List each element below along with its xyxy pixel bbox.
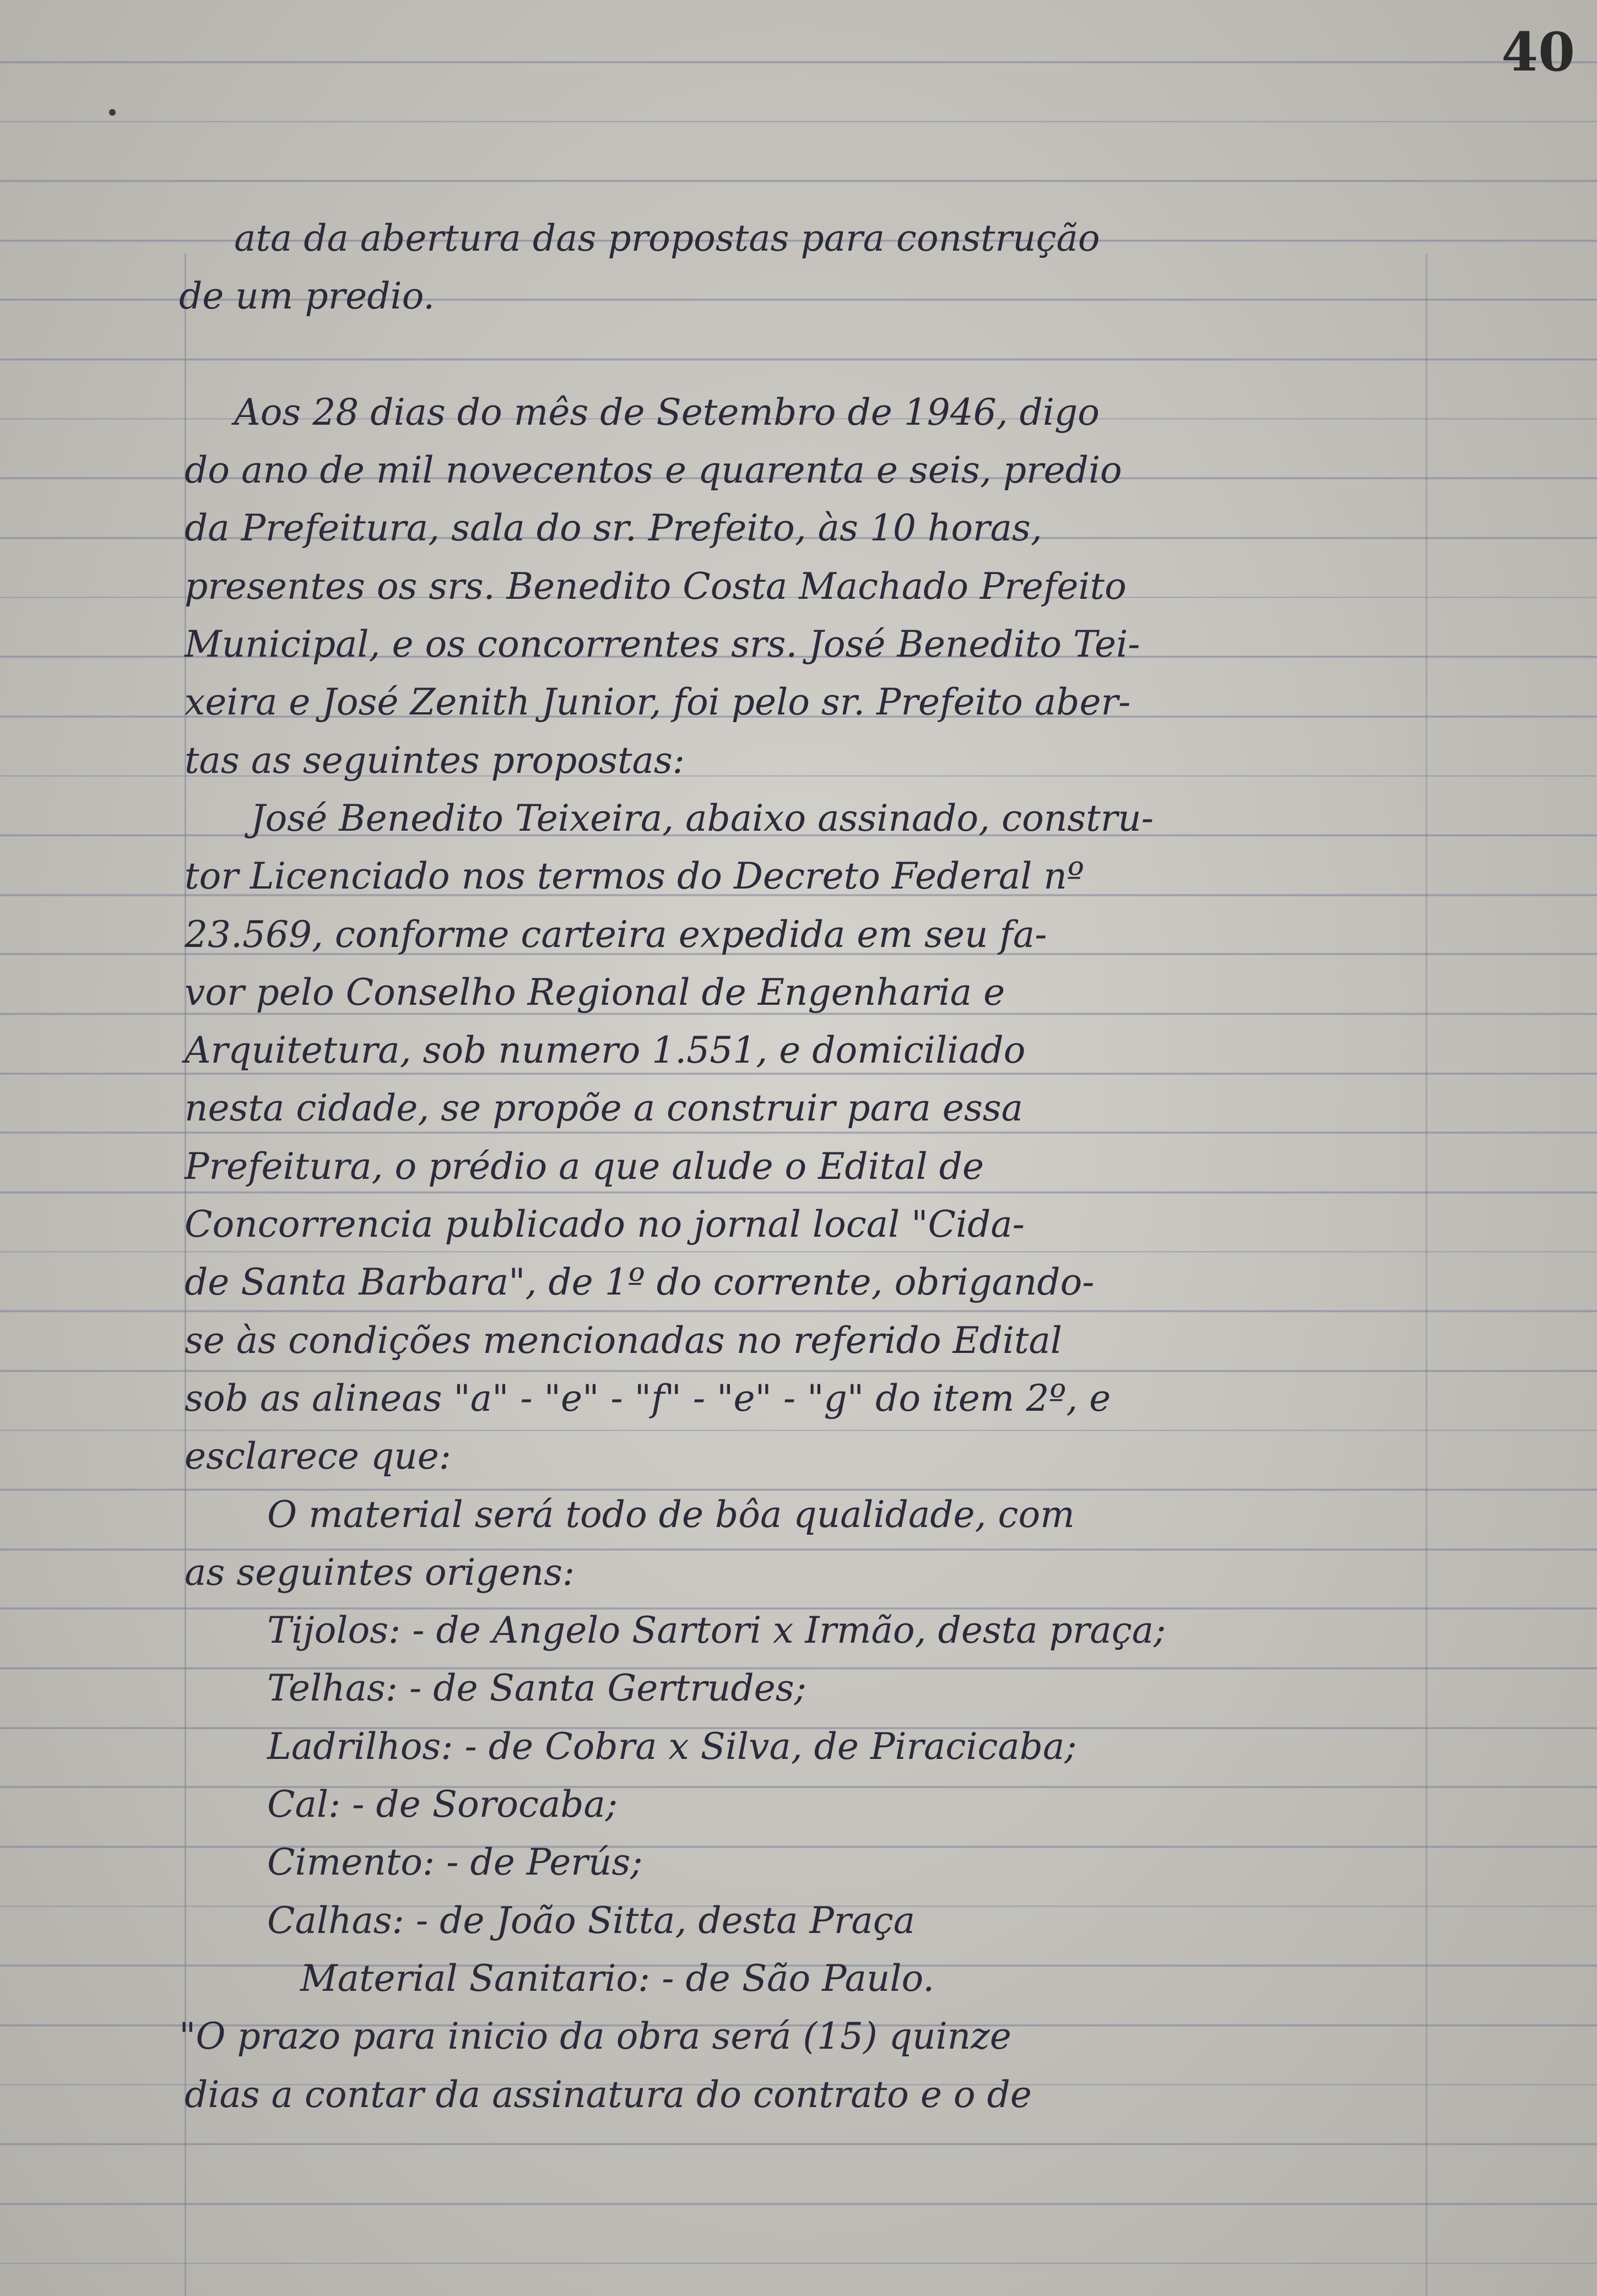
text-line: Concorrencia publicado no jornal local "Cida- xyxy=(185,1203,1025,1246)
text-line: de Santa Barbara", de 1º do corrente, obrigando- xyxy=(185,1261,1095,1304)
text-line: tas as seguintes propostas: xyxy=(185,739,685,782)
text-line: tor Licenciado nos termos do Decreto Federal nº xyxy=(185,855,1084,898)
text-line xyxy=(185,326,1452,383)
text-line: esclarece que: xyxy=(185,1435,452,1478)
text-line: Aos 28 dias do mês de Setembro de 1946, digo xyxy=(234,391,1100,434)
text-line: Material Sanitario: - de São Paulo. xyxy=(300,1957,935,2000)
text-line: José Benedito Teixeira, abaixo assinado, constru- xyxy=(251,797,1154,840)
text-line: xeira e José Zenith Junior, foi pelo sr. Prefeito aber- xyxy=(185,681,1131,724)
text-line: Municipal, e os concorrentes srs. José Benedito Tei- xyxy=(185,623,1140,666)
text-line: de um predio. xyxy=(179,275,435,318)
text-line: Ladrilhos: - de Cobra x Silva, de Piracicaba; xyxy=(267,1725,1077,1768)
text-line: ata da abertura das propostas para construção xyxy=(234,217,1100,259)
text-line: sob as alineas "a" - "e" - "f" - "e" - "g" do item 2º, e xyxy=(185,1377,1111,1420)
text-line: Telhas: - de Santa Gertrudes; xyxy=(267,1667,806,1710)
text-line: se às condições mencionadas no referido Edital xyxy=(185,1319,1062,1362)
text-line: Tijolos: - de Angelo Sartori x Irmão, desta praça; xyxy=(267,1609,1166,1652)
text-line: da Prefeitura, sala do sr. Prefeito, às 10 horas, xyxy=(185,507,1042,550)
text-line: vor pelo Conselho Regional de Engenharia e xyxy=(185,971,1005,1014)
text-line: Cal: - de Sorocaba; xyxy=(267,1783,618,1826)
text-line: Arquitetura, sob numero 1.551, e domiciliado xyxy=(185,1029,1026,1072)
text-line: "O prazo para inicio da obra será (15) quinze xyxy=(179,2015,1011,2058)
handwritten-text xyxy=(179,209,1452,2124)
text-line: Cimento: - de Perús; xyxy=(267,1841,643,1884)
text-line: do ano de mil novecentos e quarenta e seis, predio xyxy=(185,449,1122,492)
text-line: as seguintes origens: xyxy=(185,1551,575,1594)
text-line: 23.569, conforme carteira expedida em seu fa- xyxy=(185,913,1047,956)
text-line: O material será todo de bôa qualidade, com xyxy=(267,1493,1075,1536)
page-number: 40 xyxy=(1501,21,1575,83)
text-line: Prefeitura, o prédio a que alude o Edital de xyxy=(185,1145,984,1188)
text-line: nesta cidade, se propõe a construir para essa xyxy=(185,1087,1023,1130)
text-line: dias a contar da assinatura do contrato e o de xyxy=(185,2073,1032,2116)
text-line: Calhas: - de João Sitta, desta Praça xyxy=(267,1899,916,1942)
text-line: presentes os srs. Benedito Costa Machado Prefeito xyxy=(185,565,1127,608)
ink-dot xyxy=(109,109,116,116)
